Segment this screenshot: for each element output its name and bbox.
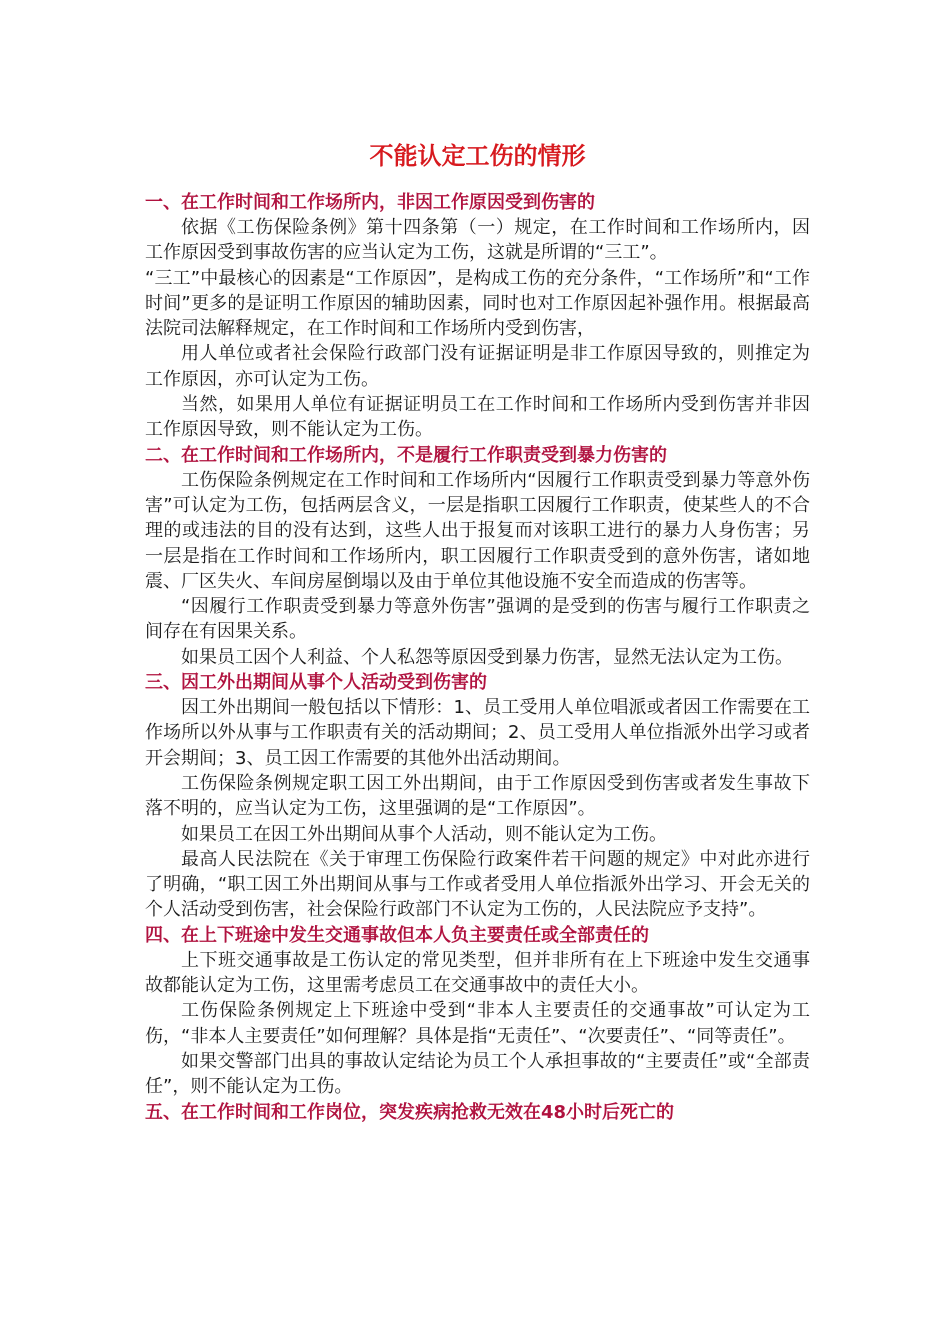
- body-paragraph: “因履行工作职责受到暴力等意外伤害”强调的是受到的伤害与履行工作职责之间存在有因果关系。: [145, 596, 810, 643]
- document-body: [145, 190, 810, 1125]
- section-heading: 四、在上下班途中发生交通事故但本人负主要责任或全部责任的: [145, 924, 649, 946]
- body-paragraph: 如果员工在因工外出期间从事个人活动，则不能认定为工伤。: [181, 823, 667, 845]
- section-heading: 一、在工作时间和工作场所内，非因工作原因受到伤害的: [145, 192, 595, 213]
- body-paragraph: “三工”中最核心的因素是“工作原因”，是构成工伤的充分条件，“工作场所”和“工作时间”更多的是证明工作原因的辅助因素，同时也对工作原因起补强作用。根据最高法院司法解释规定，在工作时间和工作场所内受到伤害，: [145, 267, 810, 340]
- body-paragraph: 工伤保险条例规定上下班途中受到“非本人主要责任的交通事故”可认定为工伤，“非本人主要责任”如何理解？具体是指“无责任”、“次要责任”、“同等责任”。: [145, 1000, 810, 1047]
- section-heading: 三、因工外出期间从事个人活动受到伤害的: [145, 672, 487, 694]
- body-paragraph: 用人单位或者社会保险行政部门没有证据证明是非工作原因导致的，则推定为工作原因，亦可认定为工伤。: [145, 343, 810, 390]
- body-paragraph: 最高人民法院在《关于审理工伤保险行政案件若干问题的规定》中对此亦进行了明确，“职工因工外出期间从事与工作或者受用人单位指派外出学习、开会无关的个人活动受到伤害，社会保险行政部门不认定为工伤的，人民法院应予支持”。: [145, 848, 810, 921]
- body-paragraph: 如果交警部门出具的事故认定结论为员工个人承担事故的“主要责任”或“全部责任”，则不能认定为工伤。: [145, 1050, 810, 1098]
- body-paragraph: 依据《工伤保险条例》第十四条第（一）规定，在工作时间和工作场所内，因工作原因受到事故伤害的应当认定为工伤，这就是所谓的“三工”。: [145, 217, 810, 264]
- section-heading: 二、在工作时间和工作场所内，不是履行工作职责受到暴力伤害的: [145, 444, 667, 466]
- body-paragraph: 工伤保险条例规定职工因工外出期间，由于工作原因受到伤害或者发生事故下落不明的，应当认定为工伤，这里强调的是“工作原因”。: [145, 772, 810, 820]
- document-title: 不能认定工伤的情形: [369, 142, 586, 170]
- document-page: [145, 136, 810, 1125]
- body-paragraph: 当然，如果用人单位有证据证明员工在工作时间和工作场所内受到伤害并非因工作原因导致，则不能认定为工伤。: [145, 394, 810, 441]
- body-paragraph: 上下班交通事故是工伤认定的常见类型，但并非所有在上下班途中发生交通事故都能认定为工伤，这里需考虑员工在交通事故中的责任大小。: [145, 949, 810, 997]
- body-paragraph: 工伤保险条例规定在工作时间和工作场所内“因履行工作职责受到暴力等意外伤害”可认定为工伤，包括两层含义，一层是指职工因履行工作职责，使某些人的不合理的或违法的目的没有达到，这些人出于报复而对该职工进行的暴力人身伤害；另一层是指在工作时间和工作场所内，职工因履行工作职责受到的意外伤害，诸如地震、厂区失火、车间房屋倒塌以及由于单位其他设施不安全而造成的伤害等。: [145, 469, 810, 592]
- section-heading: 五、在工作时间和工作岗位，突发疾病抢救无效在48小时后死亡的: [145, 1101, 675, 1123]
- body-paragraph: 如果员工因个人利益、个人私怨等原因受到暴力伤害，显然无法认定为工伤。: [181, 646, 793, 668]
- body-paragraph: 因工外出期间一般包括以下情形：1、员工受用人单位唱派或者因工作需要在工作场所以外从事与工作职责有关的活动期间；2、员工受用人单位指派外出学习或者开会期间；3、员工因工作需要的其他外出活动期间。: [145, 697, 810, 769]
